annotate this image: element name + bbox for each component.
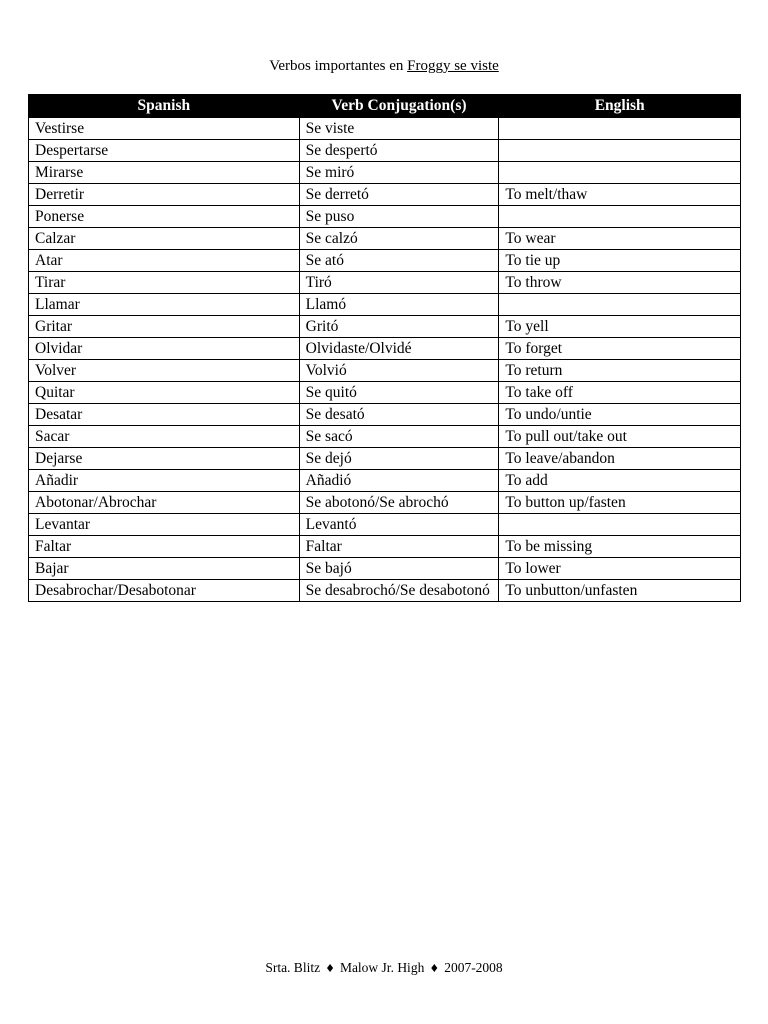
table-row (29, 514, 741, 536)
cell-spanish: Ponerse (29, 206, 300, 228)
cell-conjugation: Tiró (299, 272, 499, 294)
cell-spanish: Llamar (29, 294, 300, 316)
footer-school: Malow Jr. High (339, 960, 425, 975)
cell-conjugation: Volvió (299, 360, 499, 382)
cell-spanish: Dejarse (29, 448, 300, 470)
cell-conjugation: Se calzó (299, 228, 499, 250)
footer-years: 2007-2008 (444, 960, 503, 975)
footer-teacher: Srta. Blitz (265, 960, 321, 975)
book-title: Froggy se viste (407, 58, 499, 74)
table-row (29, 382, 741, 404)
cell-english (499, 118, 741, 140)
page-footer (0, 959, 768, 978)
cell-english: To throw (499, 272, 741, 294)
diamond-separator-icon: ♦ (325, 962, 335, 975)
cell-english: To wear (499, 228, 741, 250)
cell-spanish: Levantar (29, 514, 300, 536)
cell-conjugation: Olvidaste/Olvidé (299, 338, 499, 360)
cell-conjugation: Se ató (299, 250, 499, 272)
cell-spanish: Olvidar (29, 338, 300, 360)
cell-spanish: Sacar (29, 426, 300, 448)
cell-english: To melt/thaw (499, 184, 741, 206)
table-row (29, 272, 741, 294)
cell-conjugation: Se bajó (299, 558, 499, 580)
cell-english: To forget (499, 338, 741, 360)
table-row (29, 338, 741, 360)
cell-conjugation: Añadió (299, 470, 499, 492)
cell-spanish: Vestirse (29, 118, 300, 140)
cell-english: To pull out/take out (499, 426, 741, 448)
title-prefix: Verbos importantes en (269, 58, 408, 74)
header-conjugation: Verb Conjugation(s) (299, 95, 499, 118)
cell-english: To unbutton/unfasten (499, 580, 741, 602)
table-row (29, 404, 741, 426)
cell-conjugation: Se puso (299, 206, 499, 228)
table-row (29, 184, 741, 206)
cell-conjugation: Se sacó (299, 426, 499, 448)
cell-english (499, 162, 741, 184)
table-row (29, 580, 741, 602)
cell-spanish: Atar (29, 250, 300, 272)
cell-spanish: Gritar (29, 316, 300, 338)
cell-spanish: Calzar (29, 228, 300, 250)
cell-conjugation: Se miró (299, 162, 499, 184)
cell-english: To add (499, 470, 741, 492)
cell-english: To be missing (499, 536, 741, 558)
cell-english (499, 140, 741, 162)
cell-spanish: Añadir (29, 470, 300, 492)
cell-english: To leave/abandon (499, 448, 741, 470)
table-row (29, 206, 741, 228)
document-title (0, 56, 768, 76)
cell-spanish: Bajar (29, 558, 300, 580)
cell-english: To lower (499, 558, 741, 580)
cell-spanish: Desabrochar/Desabotonar (29, 580, 300, 602)
cell-english: To tie up (499, 250, 741, 272)
cell-spanish: Faltar (29, 536, 300, 558)
cell-conjugation: Se desabrochó/Se desabotonó (299, 580, 499, 602)
cell-spanish: Volver (29, 360, 300, 382)
table-row (29, 316, 741, 338)
cell-conjugation: Se despertó (299, 140, 499, 162)
cell-english: To undo/untie (499, 404, 741, 426)
table-row (29, 162, 741, 184)
cell-spanish: Despertarse (29, 140, 300, 162)
cell-spanish: Derretir (29, 184, 300, 206)
cell-conjugation: Faltar (299, 536, 499, 558)
table-row (29, 228, 741, 250)
table-row (29, 140, 741, 162)
cell-english (499, 514, 741, 536)
header-spanish: Spanish (29, 95, 300, 118)
cell-english: To button up/fasten (499, 492, 741, 514)
cell-english: To take off (499, 382, 741, 404)
table-row (29, 470, 741, 492)
table-row (29, 448, 741, 470)
cell-conjugation: Levantó (299, 514, 499, 536)
table-row (29, 492, 741, 514)
cell-spanish: Abotonar/Abrochar (29, 492, 300, 514)
cell-english (499, 294, 741, 316)
cell-conjugation: Se desató (299, 404, 499, 426)
cell-conjugation: Llamó (299, 294, 499, 316)
table-row (29, 558, 741, 580)
cell-english: To yell (499, 316, 741, 338)
cell-english: To return (499, 360, 741, 382)
cell-english (499, 206, 741, 228)
cell-spanish: Mirarse (29, 162, 300, 184)
table-body (29, 118, 741, 602)
table-row (29, 360, 741, 382)
verbs-table (28, 94, 741, 602)
cell-spanish: Tirar (29, 272, 300, 294)
cell-spanish: Quitar (29, 382, 300, 404)
cell-conjugation: Se viste (299, 118, 499, 140)
cell-conjugation: Se dejó (299, 448, 499, 470)
diamond-separator-icon: ♦ (429, 962, 440, 975)
table-row (29, 118, 741, 140)
table-row (29, 250, 741, 272)
cell-conjugation: Se quitó (299, 382, 499, 404)
cell-conjugation: Se derretó (299, 184, 499, 206)
table-row (29, 536, 741, 558)
cell-spanish: Desatar (29, 404, 300, 426)
table-row (29, 294, 741, 316)
table-header-row (29, 95, 741, 118)
cell-conjugation: Gritó (299, 316, 499, 338)
table-row (29, 426, 741, 448)
header-english: English (499, 95, 741, 118)
cell-conjugation: Se abotonó/Se abrochó (299, 492, 499, 514)
